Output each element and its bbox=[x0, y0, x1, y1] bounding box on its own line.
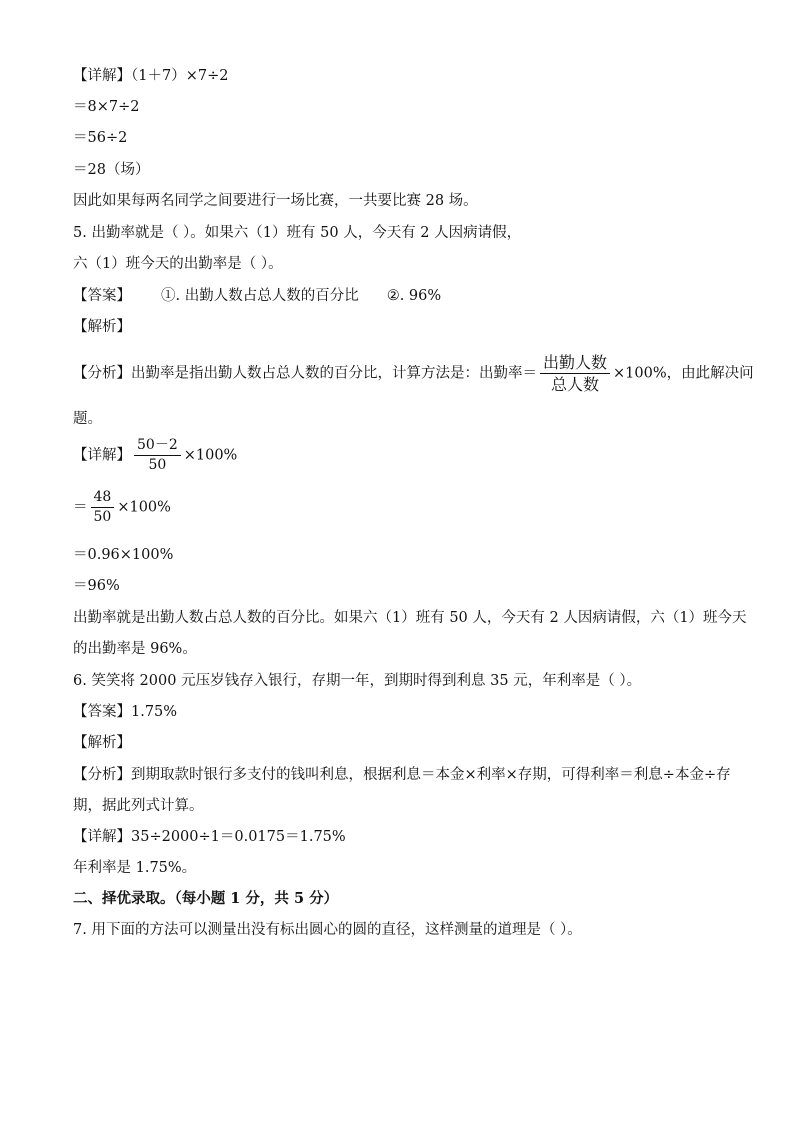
detail-line: ＝28（场） bbox=[73, 162, 150, 178]
detail-text: ×100% bbox=[117, 499, 171, 516]
question-5-stem: 5. 出勤率就是（ ）。如果六（1）班有 50 人，今天有 2 人因病请假， bbox=[73, 225, 522, 241]
fraction-numerator: 50－2 bbox=[134, 436, 181, 456]
fraction-numerator: 48 bbox=[91, 488, 115, 508]
conclusion-line: 年利率是 1.75%。 bbox=[73, 860, 197, 876]
fraction bbox=[91, 488, 115, 527]
conclusion-line: 的出勤率是 96%。 bbox=[73, 641, 197, 657]
answer-2: ②. 96% bbox=[386, 288, 442, 304]
fraction-denominator: 50 bbox=[93, 509, 112, 525]
detail-text: ＝ bbox=[73, 499, 88, 516]
question-5-stem-cont: 六（1）班今天的出勤率是（ ）。 bbox=[73, 256, 283, 272]
analysis-tag: 【解析】 bbox=[73, 319, 131, 335]
fenxi-line bbox=[73, 352, 754, 395]
conclusion-line: 出勤率就是出勤人数占总人数的百分比。如果六（1）班有 50 人，今天有 2 人因病请假，六（1）班今天 bbox=[73, 610, 747, 626]
fenxi-line-cont: 题。 bbox=[73, 411, 102, 427]
fenxi-line: 【分析】到期取款时银行多支付的钱叫利息，根据利息＝本金×利率×存期，可得利率＝利息÷本金÷存 bbox=[73, 767, 731, 783]
conclusion-line: 因此如果每两名同学之间要进行一场比赛，一共要比赛 28 场。 bbox=[73, 193, 478, 209]
fraction-numerator: 出勤人数 bbox=[540, 352, 610, 374]
analysis-tag: 【解析】 bbox=[73, 735, 131, 751]
detail-line: 【详解】（1＋7）×7÷2 bbox=[73, 68, 229, 84]
question-6-stem: 6. 笑笑将 2000 元压岁钱存入银行，存期一年，到期时得到利息 35 元，年利率是（ ）。 bbox=[73, 673, 642, 689]
fraction bbox=[540, 352, 610, 395]
detail-line: ＝56÷2 bbox=[73, 130, 128, 146]
detail-tag: 【详解】 bbox=[73, 447, 131, 464]
detail-line: 【详解】35÷2000÷1＝0.0175＝1.75% bbox=[73, 829, 346, 845]
fenxi-text: ×100%，由此解决问 bbox=[613, 365, 754, 382]
question-7-stem: 7. 用下面的方法可以测量出没有标出圆心的圆的直径，这样测量的道理是（ ）。 bbox=[73, 922, 582, 938]
detail-line: ＝96% bbox=[73, 578, 120, 594]
fraction bbox=[134, 436, 181, 475]
detail-line bbox=[73, 488, 171, 527]
fenxi-text: 【分析】出勤率是指出勤人数占总人数的百分比，计算方法是：出勤率＝ bbox=[73, 365, 537, 382]
answer-line bbox=[73, 286, 441, 306]
detail-text: ×100% bbox=[183, 447, 238, 464]
fenxi-line-cont: 期，据此列式计算。 bbox=[73, 798, 204, 814]
answer-tag: 【答案】 bbox=[73, 288, 131, 304]
section-title: 二、择优录取。（每小题 1 分，共 5 分） bbox=[73, 890, 339, 907]
detail-line: ＝0.96×100% bbox=[73, 547, 174, 563]
fraction-denominator: 总人数 bbox=[551, 375, 600, 394]
fraction-denominator: 50 bbox=[148, 457, 167, 473]
detail-line: ＝8×7÷2 bbox=[73, 99, 140, 115]
answer-1: ①. 出勤人数占总人数的百分比 bbox=[161, 288, 359, 304]
detail-line bbox=[73, 436, 237, 475]
answer-line: 【答案】1.75% bbox=[73, 704, 178, 720]
